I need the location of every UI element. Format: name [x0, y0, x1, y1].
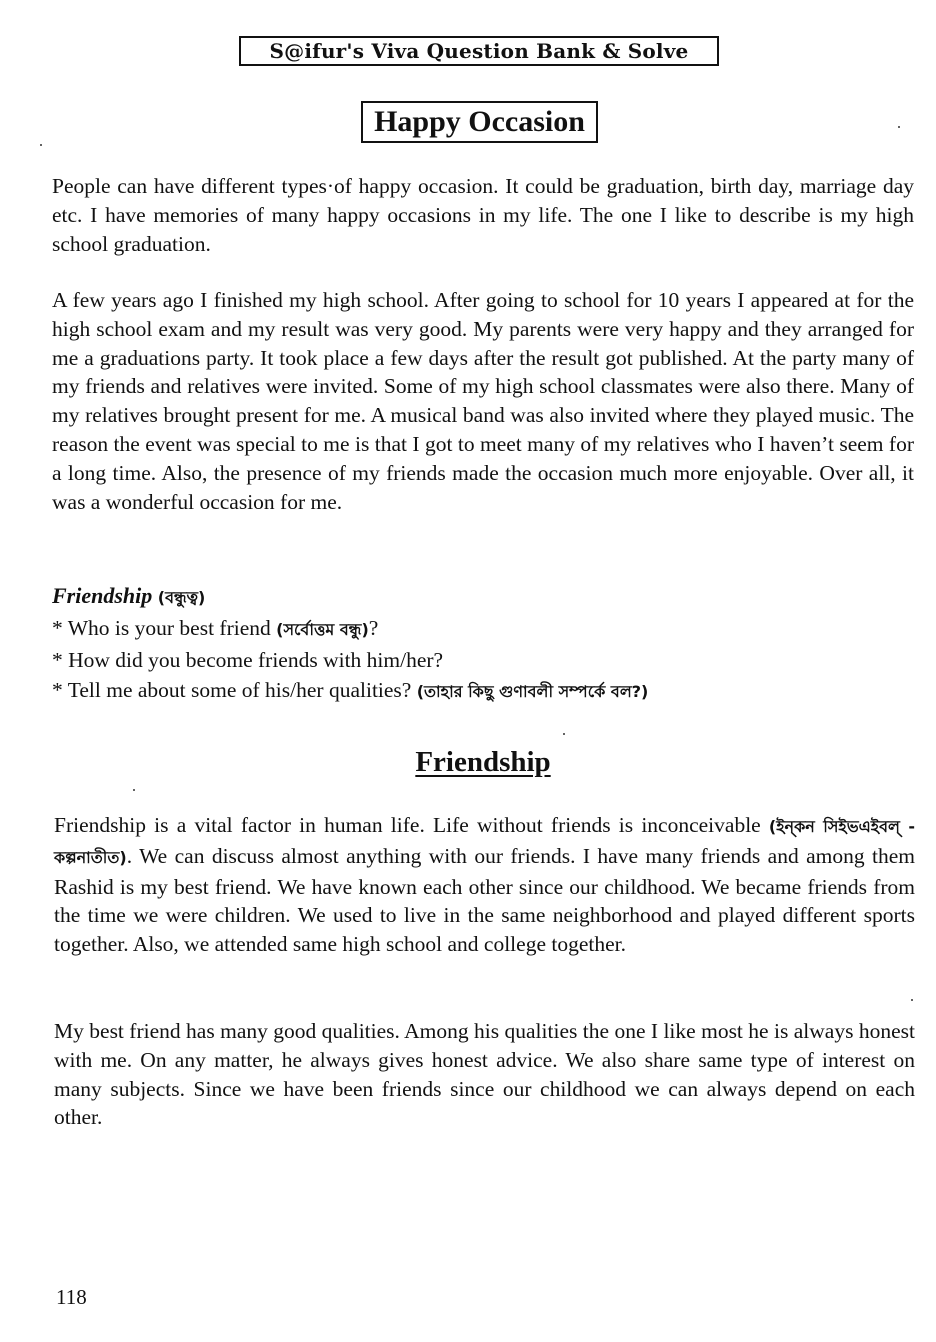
question-bangla: (তাহার কিছু গুণাবলী সম্পর্কে বল?): [416, 682, 649, 701]
questions-heading: [52, 581, 914, 613]
questions-heading-text: Friendship: [52, 583, 153, 608]
scan-speck: [40, 144, 42, 146]
question-text: * How did you become friends with him/her?: [52, 648, 444, 672]
friendship-paragraph-1: [54, 811, 915, 959]
question-item: [52, 645, 914, 675]
friendship-paragraph-1-rest: . We can discuss almost anything with our friends. I have many friends and among them Rashid is my best friend. We have known each other since our childhood. We became friends from the time we were children. We used to live in the same neighborhood and played different sports together. Also, we attended same high school and college together.: [54, 843, 915, 957]
friendship-paragraph-2: My best friend has many good qualities. Among his qualities the one I like most he is always honest with me. On any matter, he always gives honest advice. We also share same type of interest on many subjects. Since we have been friends since our childhood we can always depend on each other.: [54, 1019, 915, 1130]
friendship-paragraph-1-bangla: (ইন্কন সিইভএইবল্ - কল্পনাতীত): [54, 817, 915, 867]
question-item: [52, 613, 914, 645]
question-text: * Tell me about some of his/her qualities?: [52, 678, 417, 702]
question-text: * Who is your best friend: [52, 616, 277, 640]
section-title-friendship: Friendship: [415, 746, 551, 778]
friendship-paragraph-1-start: Friendship is a vital factor in human life. Life without friends is inconceivable: [54, 813, 769, 837]
friendship-questions: [52, 581, 914, 707]
scan-speck: [563, 733, 565, 735]
section-title-happy-occasion: Happy Occasion: [361, 101, 598, 143]
question-item: [52, 675, 914, 707]
happy-occasion-paragraph-2: A few years ago I finished my high school. After going to school for 10 years I appeared at for the high school exam and my result was very good. My parents were very happy and they arranged for me a graduations party. It took place a few days after the result got published. At the party many of my friends and relatives were invited. Some of my high school classmates were also there. Many of my relatives brought present for me. A musical band was also invited where they played music. The reason the event was special to me is that I got to meet many of my relatives who I haven’t seem for a long time. Also, the presence of my friends made the occasion much more enjoyable. Over all, it was a wonderful occasion for me.: [52, 288, 914, 514]
scan-speck: [898, 126, 900, 128]
question-bangla: (সর্বোত্তম বন্ধু): [276, 620, 369, 639]
running-header: S@ifur's Viva Question Bank & Solve: [239, 36, 719, 66]
scan-speck: [133, 789, 135, 791]
happy-occasion-paragraph-1: People can have different types·of happy occasion. It could be graduation, birth day, marriage day etc. I have memories of many happy occasions in my life. The one I like to describe is my high school graduation.: [52, 174, 914, 256]
question-tail: ?: [368, 616, 379, 640]
page-number: 118: [56, 1285, 87, 1309]
questions-heading-bangla: (বন্ধুত্ব): [157, 588, 206, 607]
scan-speck: [911, 999, 913, 1001]
